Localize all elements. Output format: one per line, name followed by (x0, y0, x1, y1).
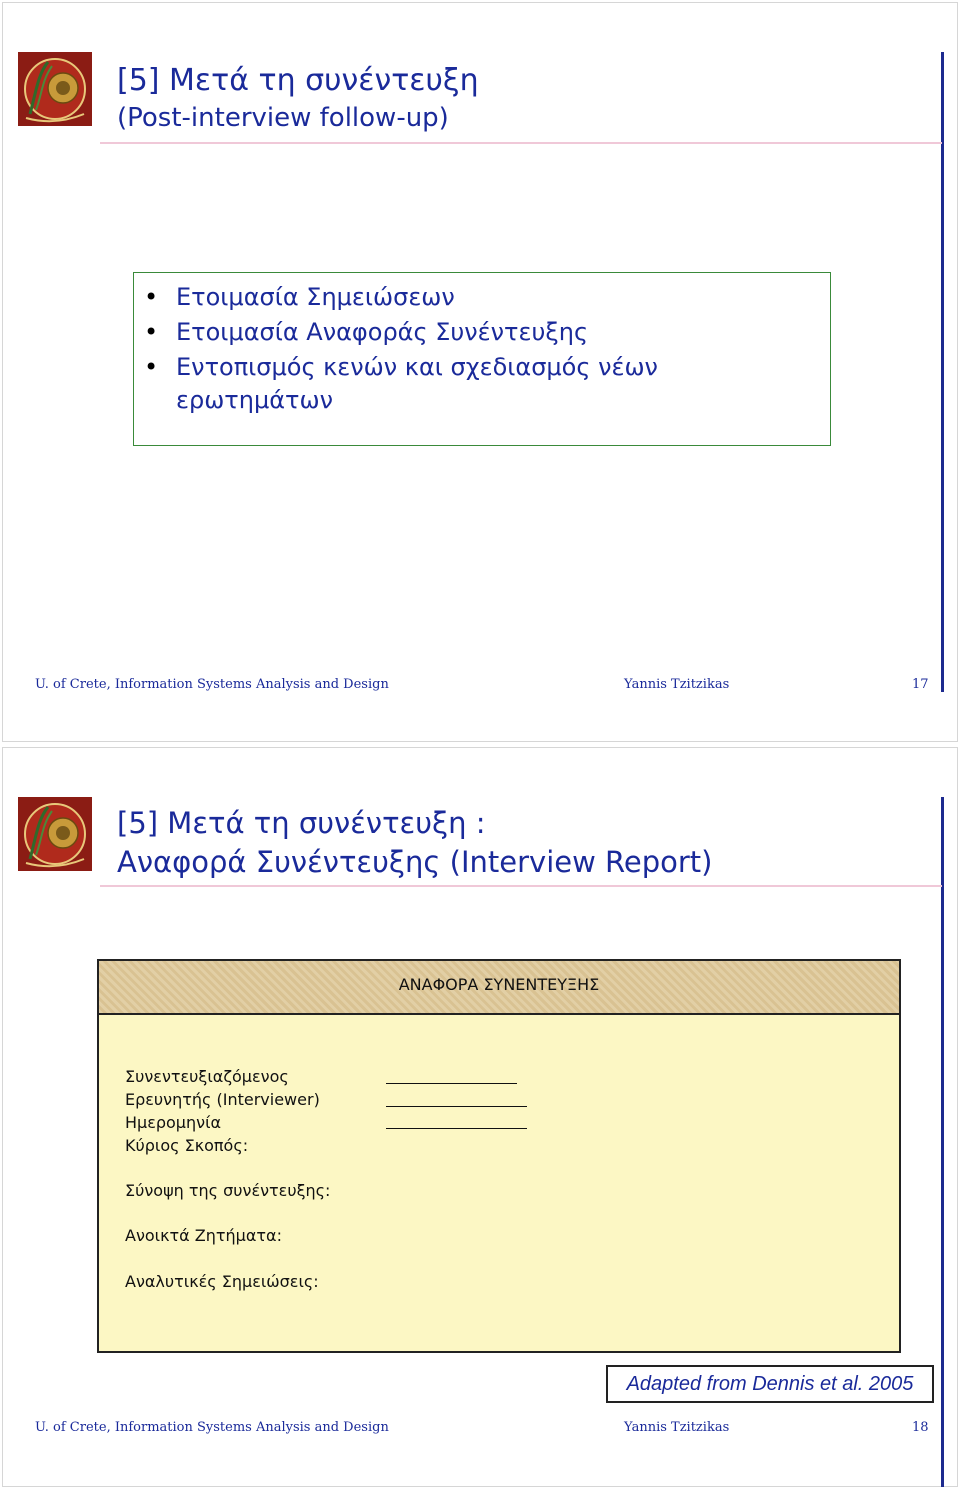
report-fields (125, 1065, 320, 1157)
university-logo-icon (18, 797, 92, 871)
page-number: 17 (912, 677, 929, 692)
open-issues-label: Ανοικτά Ζητήματα: (125, 1226, 282, 1245)
bullet-icon: • (144, 283, 159, 311)
title-divider (100, 142, 942, 144)
bullet-list-box (133, 272, 831, 446)
slide-title: [5] Μετά τη συνέντευξη : (117, 806, 486, 840)
report-header: ΑΝΑΦΟΡΑ ΣΥΝΕΝΤΕΥΞΗΣ (99, 961, 899, 1015)
slide-subtitle: Αναφορά Συνέντευξης (Interview Report) (117, 845, 713, 879)
interview-report-form (97, 959, 901, 1353)
title-divider (100, 885, 942, 887)
analytical-notes-label: Αναλυτικές Σημειώσεις: (125, 1272, 319, 1291)
footer-course: U. of Crete, Information Systems Analysis and Design (35, 1420, 389, 1435)
bullet-icon: • (144, 318, 159, 346)
right-accent-line (941, 52, 944, 692)
interviewer-blank-line (386, 1106, 527, 1107)
university-logo-icon (18, 52, 92, 126)
page-number: 18 (912, 1420, 929, 1435)
slide-subtitle: (Post-interview follow-up) (117, 103, 449, 133)
list-item-text: Ετοιμασία Αναφοράς Συνέντευξης (176, 318, 589, 346)
field-date: Ημερομηνία (125, 1113, 222, 1132)
slide-18 (0, 745, 960, 1489)
footer-course: U. of Crete, Information Systems Analysis and Design (35, 677, 389, 692)
right-accent-line (941, 797, 944, 1487)
list-item-text: Ετοιμασία Σημειώσεων (176, 283, 455, 311)
slide-title: [5] Μετά τη συνέντευξη (117, 63, 479, 98)
list-item-text: Εντοπισμός κενών και σχεδιασμός νέων ερωτημάτων (176, 353, 658, 414)
interviewee-blank-line (386, 1083, 517, 1084)
field-interviewer: Ερευνητής (Interviewer) (125, 1090, 320, 1109)
summary-label: Σύνοψη της συνέντευξης: (125, 1181, 331, 1200)
list-item (144, 351, 736, 417)
list-item (144, 281, 736, 314)
bullet-icon: • (144, 353, 159, 381)
footer-author: Yannis Tzitzikas (624, 677, 730, 692)
bullet-list (144, 281, 736, 425)
date-blank-line (386, 1128, 527, 1129)
field-interviewee: Συνεντευξιαζόμενος (125, 1067, 289, 1086)
field-primary-purpose: Κύριος Σκοπός: (125, 1136, 249, 1155)
footer-author: Yannis Tzitzikas (624, 1420, 730, 1435)
slide-17 (0, 0, 960, 744)
list-item (144, 316, 736, 349)
source-note: Adapted from Dennis et al. 2005 (606, 1365, 934, 1403)
